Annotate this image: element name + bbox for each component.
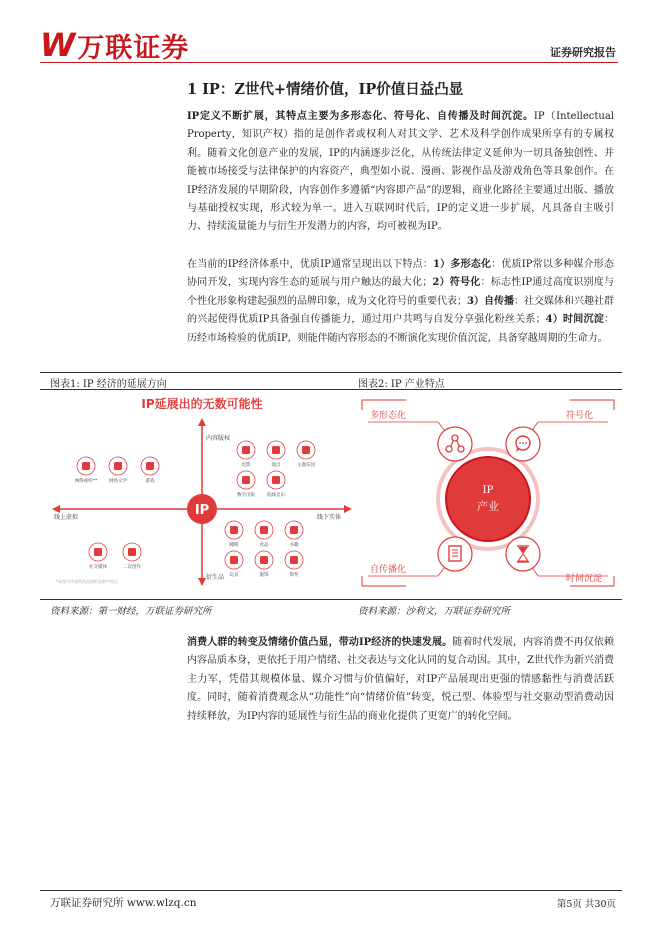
fig1-item-label: 二次创作 [123, 565, 141, 570]
fig1-item-label: 饰奖 [289, 573, 299, 578]
fig1-item-label: 电影 [241, 463, 251, 468]
fig1-item-label: 书籍 [289, 543, 299, 548]
paragraph-ip-definition [187, 108, 614, 237]
brand-logo [40, 26, 190, 64]
center-label-ip: IP [482, 485, 494, 496]
fig1-item-label: 主题乐园 [297, 463, 315, 468]
fig1-item-label: 社交媒体 [89, 565, 107, 570]
fig1-item-label: 演出 [271, 463, 281, 468]
logo-mark: W [40, 26, 74, 64]
text-segment: 在当前的IP经济体系中，优质IP通常呈现出以下特点： [187, 259, 434, 270]
fig1-item-glyph [272, 476, 280, 484]
label-time: 时间沉淀 [566, 574, 603, 584]
chat-bubble-icon [506, 427, 540, 461]
fig1-item-glyph [114, 462, 122, 470]
center-label-industry: 产业 [477, 500, 499, 513]
fig1-item-label: 院线音乐 [267, 493, 285, 498]
figure-caption-bar [40, 372, 622, 390]
figure1-source: 资料来源：第一财经，万联证券研究所 [50, 606, 212, 617]
header-divider [40, 62, 618, 63]
fig1-item-label: 睡眠 [229, 543, 239, 548]
feature-time: 4）时间沉淀 [545, 314, 604, 326]
footer-divider [40, 890, 622, 891]
paragraph-lead: IP定义不断扩展，其特点主要为多形态化、符号化、自传播及时间沉淀。 [187, 111, 534, 122]
paragraph-body: IP（Intellectual Property，知识产权）指的是创作者或权利人对其文学、艺术及科学创作成果所享有的专属权利。随着文化创意产业的发展，IP的内涵逐步泛化，从传统法律定义延伸为一切具备独创性、并能被市场接受与法律保护的内容资产，典型如小说、漫画、影视作品及游戏角色等具象创作。在IP经济发展的早期阶段，内容创作多遵循“内容即产品”的逻辑，商业化路径主要通过出版、播放与基础授权实现，形式较为单一。进入互联网时代后，IP的定义进一步扩展，凡具备自主吸引力、持续流量能力与衍生开发潜力的内容，均可被视为IP。 [187, 111, 614, 233]
fig1-item-label: 玩具 [229, 573, 239, 578]
figure1-ip-extension-diagram [52, 394, 352, 594]
paragraph-lead: 消费人群的转变及情绪价值凸显，带动IP经济的快速发展。 [187, 637, 453, 648]
text-segment: ：优质IP常以多种媒介形态协同开发，实现内容生态的延展与用户触达的最大化； [187, 259, 614, 289]
paragraph-consumer-shift [187, 634, 614, 726]
fig1-item-glyph [290, 556, 298, 564]
feature-self-spread: 3）自传播 [467, 295, 514, 307]
fig1-item-glyph [260, 556, 268, 564]
fig1-item-glyph [230, 556, 238, 564]
axis-label-top: 内容版权 [206, 435, 231, 442]
fig1-item-glyph [242, 446, 250, 454]
footer-org: 万联证券研究所 www.wlzq.cn [50, 897, 197, 909]
label-multiform: 多形态化 [370, 411, 407, 421]
text-segment: ：标志性IP通过高度识别度与个性化形象构建起强烈的品牌印象，成为文化符号的重要代表； [187, 277, 614, 307]
section-title: 1 IP：Z世代+情绪价值，IP价值日益凸显 [187, 81, 464, 98]
fig1-item-glyph [260, 526, 268, 534]
fig1-item-glyph [230, 526, 238, 534]
figure2-ip-industry-diagram [358, 394, 618, 594]
fig1-item-glyph [94, 548, 102, 556]
fig1-item-label: 数字出版 [237, 493, 255, 498]
fig1-item-glyph [272, 446, 280, 454]
fig1-item-label: 食品 [259, 543, 269, 548]
page-number: 第5页 共30页 [556, 899, 616, 910]
report-type-label: 证券研究报告 [550, 46, 616, 59]
center-circle [446, 457, 530, 541]
fig1-item-glyph [302, 446, 310, 454]
figure2-source: 资料来源：沙利文，万联证券研究所 [358, 606, 511, 617]
feature-symbolic: 2）符号化 [432, 277, 481, 289]
fig1-item-label: 网络文学 [109, 479, 127, 484]
text-segment: ：历经市场检验的优质IP，则能伴随内容形态的不断演化实现价值沉淀，具备穿越周期的生命力。 [187, 314, 614, 344]
logo-text: 万联证券 [77, 32, 190, 64]
fig1-item-glyph [128, 548, 136, 556]
axis-label-right: 线下实体 [317, 514, 342, 521]
feature-multiform: 1）多形态化 [433, 259, 492, 270]
fig1-item-glyph [82, 462, 90, 470]
source-divider [40, 599, 622, 600]
label-symbolic: 符号化 [566, 411, 594, 421]
fig1-item-glyph [290, 526, 298, 534]
text-segment: ：社交媒体和兴趣社群的兴起使得优质IP具备强自传播能力，通过用户共鸣与自发分享强化粉丝关系； [187, 295, 615, 326]
fig1-item-glyph [242, 476, 250, 484]
paragraph-body: 随着时代发展，内容消费不再仅依赖内容品质本身，更依托于用户情绪、社交表达与文化认同的复合动因。其中，Z世代作为新兴消费主力军，凭借其规模体量、媒介习惯与价值偏好，对IP产品展现出更强的情感黏性与消费活跃度。同时，随着消费观念从“功能性”向“情绪价值”转变，悦己型、体验型与社交驱动型消费动因持续释放，为IP内容的延展性与衍生品的商业化提供了更宽广的转化空间。 [187, 637, 615, 722]
axis-label-left: 线上虚拟 [54, 514, 79, 521]
fig1-item-glyph [146, 462, 154, 470]
fig1-footnote: *本图不代表所列全部形态数字项目 [56, 579, 118, 584]
label-self-spread: 自传播化 [370, 565, 407, 575]
figure1-caption: 图表1: IP 经济的延展方向 [50, 379, 167, 390]
fig1-center-label: IP [194, 503, 210, 518]
hourglass-icon [506, 537, 540, 571]
fig1-item-label: 服饰 [259, 573, 269, 578]
share-icon [438, 427, 472, 461]
paragraph-ip-features [187, 256, 614, 348]
fig1-title: IP延展出的无数可能性 [141, 397, 263, 411]
fig1-item-label: 游戏 [145, 479, 155, 484]
document-icon [438, 537, 472, 571]
fig1-item-label: 网络视听** [74, 479, 98, 484]
axis-label-bottom: 衍生品 [206, 574, 225, 581]
figure2-caption: 图表2: IP 产业特点 [358, 379, 445, 390]
